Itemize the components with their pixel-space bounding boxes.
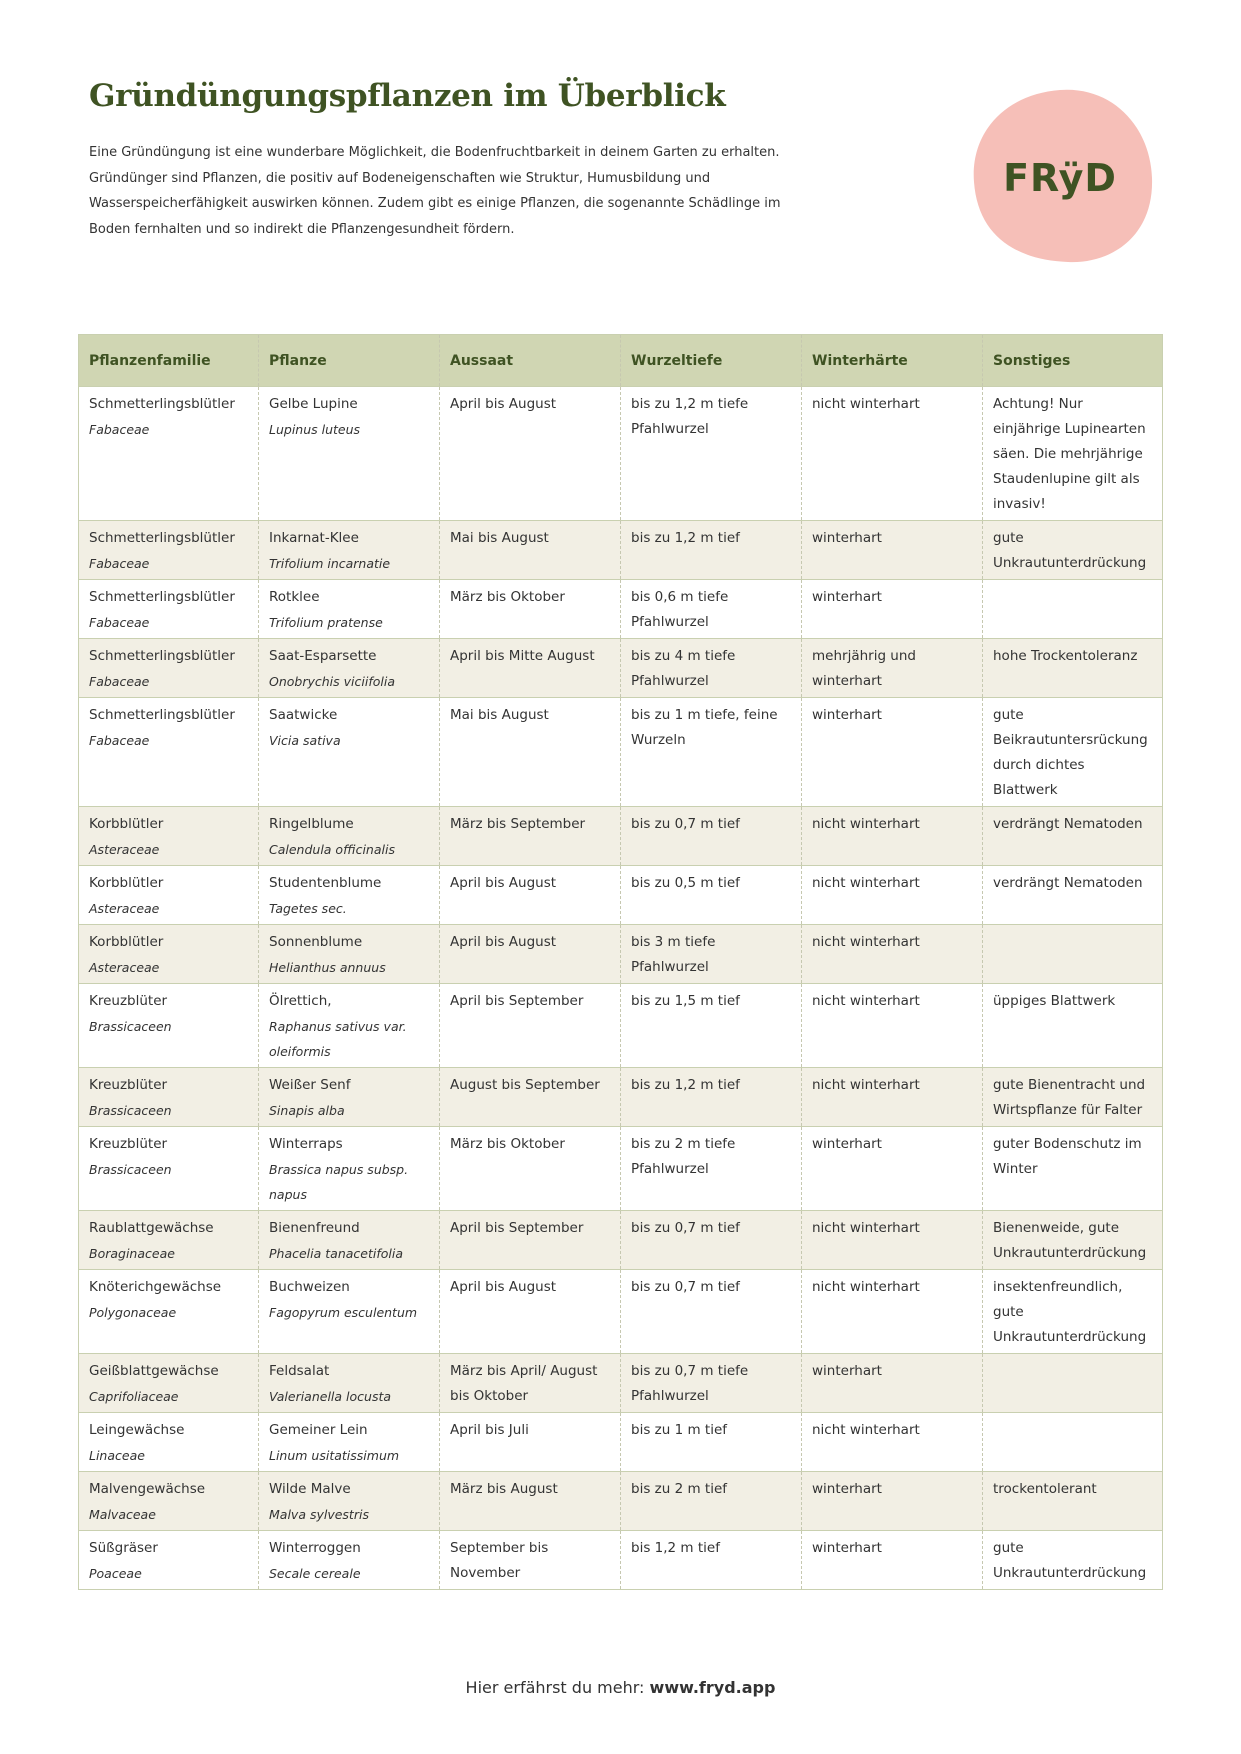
- cell-plant-scientific-name: Lupinus luteus: [269, 422, 361, 437]
- cell-root-depth-text: bis 3 m tiefe Pfahlwurzel: [631, 934, 716, 975]
- cell-hardiness-text: winterhart: [812, 1363, 882, 1379]
- cell-other: [983, 639, 1163, 698]
- cell-plant-scientific-name: Linum usitatissimum: [269, 1448, 400, 1463]
- page-title: Gründüngungspflanzen im Überblick: [89, 78, 726, 114]
- cell-hardiness-text: nicht winterhart: [812, 993, 920, 1009]
- cell-family: [79, 1531, 259, 1590]
- cell-sowing-text: März bis August: [450, 1481, 558, 1497]
- footer-text: Hier erfährst du mehr:: [465, 1678, 645, 1697]
- cell-sowing-text: Mai bis August: [450, 530, 549, 546]
- cell-other-text: verdrängt Nematoden: [993, 816, 1143, 832]
- cell-family-text: Leingewächse: [89, 1422, 185, 1438]
- cell-other: [983, 807, 1163, 866]
- cell-other-text: Achtung! Nur einjährige Lupinearten säen. Die mehrjährige Staudenlupine gilt als invasiv!: [993, 396, 1146, 512]
- cell-plant-scientific-name: Valerianella locusta: [269, 1389, 392, 1404]
- cell-hardiness: [802, 1472, 983, 1531]
- cell-other-text: hohe Trockentoleranz: [993, 648, 1138, 664]
- cell-root-depth: [621, 925, 802, 984]
- cell-sowing-text: Mai bis August: [450, 707, 549, 723]
- cell-sowing: [440, 639, 621, 698]
- cell-hardiness-text: nicht winterhart: [812, 875, 920, 891]
- cell-family-text: Kreuzblüter: [89, 993, 168, 1009]
- cell-root-depth-text: bis 0,6 m tiefe Pfahlwurzel: [631, 589, 729, 630]
- cell-root-depth-text: bis zu 1 m tief: [631, 1422, 728, 1438]
- cell-root-depth: [621, 521, 802, 580]
- cell-hardiness: [802, 1127, 983, 1211]
- cell-hardiness-text: nicht winterhart: [812, 396, 920, 412]
- cell-plant-scientific-name: Sinapis alba: [269, 1103, 345, 1118]
- cell-family: [79, 1472, 259, 1531]
- cell-other: [983, 925, 1163, 984]
- cell-other: [983, 1531, 1163, 1590]
- cell-other: [983, 1472, 1163, 1531]
- cell-sowing: [440, 984, 621, 1068]
- cell-plant-scientific-name: Phacelia tanacetifolia: [269, 1246, 403, 1261]
- cell-family: [79, 521, 259, 580]
- cell-sowing: [440, 1472, 621, 1531]
- cell-root-depth: [621, 807, 802, 866]
- table-row: [79, 580, 1163, 639]
- cell-plant-text: Saat-Esparsette: [269, 648, 377, 664]
- cell-sowing-text: März bis Oktober: [450, 589, 565, 605]
- cell-family-text: Schmetterlingsblütler: [89, 530, 235, 546]
- cell-sowing-text: April bis September: [450, 1220, 584, 1236]
- cell-sowing: [440, 1211, 621, 1270]
- cell-family-scientific-name: Polygonaceae: [89, 1305, 177, 1320]
- cell-other: [983, 698, 1163, 807]
- cell-hardiness: [802, 1413, 983, 1472]
- cell-plant: [259, 1531, 440, 1590]
- cell-family: [79, 639, 259, 698]
- cell-hardiness-text: winterhart: [812, 707, 882, 723]
- cell-family-text: Süßgräser: [89, 1540, 158, 1556]
- table-row: [79, 1413, 1163, 1472]
- cell-family-text: Schmetterlingsblütler: [89, 589, 235, 605]
- cell-sowing-text: August bis September: [450, 1077, 600, 1093]
- cell-other-text: gute Unkrautunterdrückung: [993, 530, 1147, 571]
- cell-sowing-text: April bis August: [450, 875, 557, 891]
- cell-hardiness-text: winterhart: [812, 530, 882, 546]
- cell-sowing: [440, 521, 621, 580]
- cell-family-scientific-name: Brassicaceen: [89, 1103, 172, 1118]
- cell-hardiness-text: nicht winterhart: [812, 1279, 920, 1295]
- cell-family-scientific-name: Malvaceae: [89, 1507, 156, 1522]
- cell-family-scientific-name: Fabaceae: [89, 556, 150, 571]
- cell-plant: [259, 698, 440, 807]
- cell-root-depth: [621, 1068, 802, 1127]
- cell-family-scientific-name: Asteraceae: [89, 901, 160, 916]
- cell-sowing: [440, 1354, 621, 1413]
- cell-root-depth: [621, 1127, 802, 1211]
- cell-family-text: Kreuzblüter: [89, 1136, 168, 1152]
- cell-family-text: Knöterichgewächse: [89, 1279, 222, 1295]
- header-sowing: Aussaat: [440, 335, 621, 387]
- header-family: Pflanzenfamilie: [79, 335, 259, 387]
- cell-family-text: Kreuzblüter: [89, 1077, 168, 1093]
- cell-family: [79, 866, 259, 925]
- cell-family-scientific-name: Fabaceae: [89, 615, 150, 630]
- cell-plant-text: Inkarnat-Klee: [269, 530, 359, 546]
- intro-text: Eine Gründüngung ist eine wunderbare Möglichkeit, die Bodenfruchtbarkeit in deinem Garten zu erhalten. Gründünger sind Pflanzen, die positiv auf Bodeneigenschaften wie Struktur, Humusbildung und Wasserspeicherfähigkeit auswirken können. Zudem gibt es einige Pflanzen, die sogenannte Schädlinge im Boden fernhalten und so indirekt die Pflanzengesundheit fördern.: [89, 145, 781, 237]
- cell-other-text: guter Bodenschutz im Winter: [993, 1136, 1142, 1177]
- cell-sowing-text: April bis August: [450, 1279, 557, 1295]
- green-manure-table: [78, 334, 1163, 1590]
- cell-sowing-text: April bis August: [450, 396, 557, 412]
- cell-sowing: [440, 866, 621, 925]
- cell-other: [983, 1270, 1163, 1354]
- cell-family-scientific-name: Caprifoliaceae: [89, 1389, 179, 1404]
- cell-family-text: Korbblütler: [89, 875, 164, 891]
- cell-plant-text: Ringelblume: [269, 816, 354, 832]
- cell-other: [983, 521, 1163, 580]
- cell-root-depth-text: bis zu 2 m tief: [631, 1481, 728, 1497]
- cell-root-depth: [621, 984, 802, 1068]
- cell-sowing: [440, 698, 621, 807]
- cell-plant: [259, 1127, 440, 1211]
- cell-family-text: Raublattgewächse: [89, 1220, 214, 1236]
- cell-sowing-text: April bis September: [450, 993, 584, 1009]
- cell-plant-text: Winterraps: [269, 1136, 343, 1152]
- cell-sowing: [440, 1531, 621, 1590]
- table-row: [79, 925, 1163, 984]
- cell-hardiness-text: winterhart: [812, 589, 882, 605]
- cell-hardiness-text: nicht winterhart: [812, 1220, 920, 1236]
- cell-family: [79, 807, 259, 866]
- cell-sowing: [440, 580, 621, 639]
- cell-plant-scientific-name: Tagetes sec.: [269, 901, 347, 916]
- table-row: [79, 698, 1163, 807]
- cell-sowing-text: September bis November: [450, 1540, 549, 1581]
- cell-plant: [259, 639, 440, 698]
- cell-sowing: [440, 925, 621, 984]
- cell-other: [983, 1068, 1163, 1127]
- cell-hardiness-text: winterhart: [812, 1540, 882, 1556]
- cell-plant-scientific-name: Helianthus annuus: [269, 960, 386, 975]
- header-plant: Pflanze: [259, 335, 440, 387]
- cell-hardiness: [802, 807, 983, 866]
- cell-family-text: Schmetterlingsblütler: [89, 396, 235, 412]
- cell-hardiness-text: nicht winterhart: [812, 816, 920, 832]
- header-root-depth: Wurzeltiefe: [621, 335, 802, 387]
- cell-hardiness: [802, 387, 983, 521]
- cell-family-scientific-name: Fabaceae: [89, 733, 150, 748]
- cell-other: [983, 1127, 1163, 1211]
- cell-hardiness: [802, 866, 983, 925]
- cell-sowing-text: April bis August: [450, 934, 557, 950]
- footer: [0, 1678, 1241, 1697]
- cell-other-text: Bienenweide, gute Unkrautunterdrückung: [993, 1220, 1147, 1261]
- cell-sowing: [440, 1127, 621, 1211]
- table-row: [79, 1270, 1163, 1354]
- cell-plant-scientific-name: Vicia sativa: [269, 733, 341, 748]
- cell-plant: [259, 984, 440, 1068]
- cell-root-depth: [621, 1270, 802, 1354]
- cell-plant-text: Bienenfreund: [269, 1220, 360, 1236]
- cell-hardiness-text: winterhart: [812, 1136, 882, 1152]
- cell-plant: [259, 387, 440, 521]
- cell-root-depth-text: bis zu 1,2 m tief: [631, 530, 740, 546]
- cell-sowing: [440, 807, 621, 866]
- cell-plant-text: Winterroggen: [269, 1540, 361, 1556]
- cell-other-text: üppiges Blattwerk: [993, 993, 1116, 1009]
- cell-hardiness: [802, 639, 983, 698]
- cell-hardiness-text: nicht winterhart: [812, 1077, 920, 1093]
- cell-hardiness: [802, 1354, 983, 1413]
- cell-plant: [259, 521, 440, 580]
- cell-plant: [259, 1413, 440, 1472]
- cell-family-scientific-name: Fabaceae: [89, 422, 150, 437]
- cell-root-depth-text: bis zu 2 m tiefe Pfahlwurzel: [631, 1136, 736, 1177]
- cell-hardiness: [802, 698, 983, 807]
- table-row: [79, 387, 1163, 521]
- cell-plant-scientific-name: Calendula officinalis: [269, 842, 395, 857]
- cell-sowing-text: April bis Juli: [450, 1422, 529, 1438]
- cell-other: [983, 866, 1163, 925]
- footer-link[interactable]: www.fryd.app: [649, 1678, 776, 1697]
- cell-plant: [259, 580, 440, 639]
- table-row: [79, 639, 1163, 698]
- cell-other-text: verdrängt Nematoden: [993, 875, 1143, 891]
- cell-family: [79, 1211, 259, 1270]
- cell-sowing-text: März bis Oktober: [450, 1136, 565, 1152]
- cell-plant-scientific-name: Onobrychis viciifolia: [269, 674, 395, 689]
- cell-family-scientific-name: Asteraceae: [89, 842, 160, 857]
- table-row: [79, 807, 1163, 866]
- fryd-logo: [972, 86, 1154, 266]
- cell-root-depth-text: bis zu 1,2 m tiefe Pfahlwurzel: [631, 396, 749, 437]
- cell-family: [79, 984, 259, 1068]
- cell-plant: [259, 1472, 440, 1531]
- cell-plant-text: Wilde Malve: [269, 1481, 351, 1497]
- cell-plant-text: Gemeiner Lein: [269, 1422, 368, 1438]
- cell-family: [79, 580, 259, 639]
- cell-plant-text: Buchweizen: [269, 1279, 350, 1295]
- cell-root-depth-text: bis zu 4 m tiefe Pfahlwurzel: [631, 648, 736, 689]
- cell-root-depth-text: bis zu 0,7 m tiefe Pfahlwurzel: [631, 1363, 749, 1404]
- cell-plant: [259, 1068, 440, 1127]
- cell-sowing: [440, 1413, 621, 1472]
- cell-plant-text: Sonnenblume: [269, 934, 363, 950]
- cell-family-scientific-name: Brassicaceen: [89, 1162, 172, 1177]
- cell-plant-scientific-name: Trifolium pratense: [269, 615, 383, 630]
- header-hardiness: Winterhärte: [802, 335, 983, 387]
- table-header-row: [79, 335, 1163, 387]
- cell-root-depth: [621, 1211, 802, 1270]
- cell-family: [79, 387, 259, 521]
- cell-plant-scientific-name: Malva sylvestris: [269, 1507, 369, 1522]
- cell-root-depth: [621, 866, 802, 925]
- table-row: [79, 1531, 1163, 1590]
- cell-family: [79, 1413, 259, 1472]
- cell-sowing: [440, 1270, 621, 1354]
- cell-plant-text: Rotklee: [269, 589, 320, 605]
- cell-plant-text: Ölrettich,: [269, 993, 332, 1009]
- cell-family-scientific-name: Poaceae: [89, 1566, 142, 1581]
- cell-family-scientific-name: Fabaceae: [89, 674, 150, 689]
- cell-family-scientific-name: Brassicaceen: [89, 1019, 172, 1034]
- cell-family: [79, 1068, 259, 1127]
- cell-root-depth-text: bis zu 0,7 m tief: [631, 1220, 740, 1236]
- cell-plant-text: Saatwicke: [269, 707, 338, 723]
- table-row: [79, 866, 1163, 925]
- table-row: [79, 521, 1163, 580]
- cell-root-depth: [621, 1354, 802, 1413]
- cell-root-depth: [621, 1472, 802, 1531]
- table-row: [79, 1354, 1163, 1413]
- cell-plant-scientific-name: Trifolium incarnatie: [269, 556, 391, 571]
- cell-root-depth-text: bis zu 1,2 m tief: [631, 1077, 740, 1093]
- cell-hardiness: [802, 925, 983, 984]
- cell-family: [79, 1270, 259, 1354]
- cell-family-text: Malvengewächse: [89, 1481, 206, 1497]
- cell-other-text: gute Bienentracht und Wirtspflanze für Falter: [993, 1077, 1146, 1118]
- cell-family: [79, 1354, 259, 1413]
- cell-other-text: gute Beikrautuntersrückung durch dichtes Blattwerk: [993, 707, 1148, 798]
- cell-root-depth: [621, 387, 802, 521]
- cell-family: [79, 698, 259, 807]
- table-row: [79, 1211, 1163, 1270]
- cell-family-scientific-name: Boraginaceae: [89, 1246, 175, 1261]
- cell-plant-text: Gelbe Lupine: [269, 396, 358, 412]
- table-row: [79, 984, 1163, 1068]
- cell-plant-scientific-name: Secale cereale: [269, 1566, 361, 1581]
- cell-hardiness: [802, 580, 983, 639]
- cell-other: [983, 1354, 1163, 1413]
- cell-family-text: Schmetterlingsblütler: [89, 707, 235, 723]
- cell-plant-scientific-name: Fagopyrum esculentum: [269, 1305, 418, 1320]
- cell-family: [79, 925, 259, 984]
- cell-sowing-text: April bis Mitte August: [450, 648, 595, 664]
- cell-hardiness: [802, 984, 983, 1068]
- cell-root-depth: [621, 698, 802, 807]
- table-row: [79, 1127, 1163, 1211]
- cell-root-depth: [621, 639, 802, 698]
- logo-wordmark: FRÿD: [1003, 156, 1117, 200]
- cell-hardiness: [802, 1211, 983, 1270]
- cell-root-depth-text: bis zu 1,5 m tief: [631, 993, 740, 1009]
- cell-family-text: Geißblattgewächse: [89, 1363, 219, 1379]
- table-row: [79, 1068, 1163, 1127]
- cell-plant-scientific-name: Raphanus sativus var. oleiformis: [269, 1019, 407, 1059]
- cell-other: [983, 387, 1163, 521]
- cell-sowing: [440, 387, 621, 521]
- cell-family-text: Korbblütler: [89, 934, 164, 950]
- cell-hardiness-text: nicht winterhart: [812, 934, 920, 950]
- cell-plant-text: Studentenblume: [269, 875, 382, 891]
- cell-hardiness: [802, 521, 983, 580]
- cell-other: [983, 1413, 1163, 1472]
- cell-hardiness: [802, 1270, 983, 1354]
- header-other: Sonstiges: [983, 335, 1163, 387]
- cell-other-text: insektenfreundlich, gute Unkrautunterdrückung: [993, 1279, 1147, 1345]
- cell-root-depth-text: bis 1,2 m tief: [631, 1540, 720, 1556]
- cell-root-depth: [621, 580, 802, 639]
- cell-hardiness: [802, 1531, 983, 1590]
- cell-family: [79, 1127, 259, 1211]
- cell-hardiness-text: winterhart: [812, 1481, 882, 1497]
- cell-sowing-text: März bis April/ August bis Oktober: [450, 1363, 598, 1404]
- cell-family-scientific-name: Linaceae: [89, 1448, 145, 1463]
- cell-family-scientific-name: Asteraceae: [89, 960, 160, 975]
- cell-family-text: Schmetterlingsblütler: [89, 648, 235, 664]
- cell-plant: [259, 807, 440, 866]
- cell-other: [983, 1211, 1163, 1270]
- cell-plant: [259, 925, 440, 984]
- cell-plant: [259, 1354, 440, 1413]
- cell-root-depth-text: bis zu 1 m tiefe, feine Wurzeln: [631, 707, 778, 748]
- cell-other-text: gute Unkrautunterdrückung: [993, 1540, 1147, 1581]
- cell-hardiness-text: nicht winterhart: [812, 1422, 920, 1438]
- cell-root-depth-text: bis zu 0,7 m tief: [631, 816, 740, 832]
- cell-hardiness-text: mehrjährig und winterhart: [812, 648, 916, 689]
- cell-hardiness: [802, 1068, 983, 1127]
- table-row: [79, 1472, 1163, 1531]
- cell-root-depth: [621, 1531, 802, 1590]
- cell-plant: [259, 1211, 440, 1270]
- cell-plant-text: Feldsalat: [269, 1363, 330, 1379]
- cell-other: [983, 984, 1163, 1068]
- cell-other-text: trockentolerant: [993, 1481, 1097, 1497]
- cell-sowing: [440, 1068, 621, 1127]
- cell-root-depth: [621, 1413, 802, 1472]
- cell-family-text: Korbblütler: [89, 816, 164, 832]
- cell-root-depth-text: bis zu 0,5 m tief: [631, 875, 740, 891]
- cell-plant-scientific-name: Brassica napus subsp. napus: [269, 1162, 409, 1202]
- cell-plant: [259, 1270, 440, 1354]
- cell-plant: [259, 866, 440, 925]
- logo-blob: [972, 86, 1154, 266]
- cell-plant-text: Weißer Senf: [269, 1077, 351, 1093]
- cell-other: [983, 580, 1163, 639]
- cell-root-depth-text: bis zu 0,7 m tief: [631, 1279, 740, 1295]
- cell-sowing-text: März bis September: [450, 816, 586, 832]
